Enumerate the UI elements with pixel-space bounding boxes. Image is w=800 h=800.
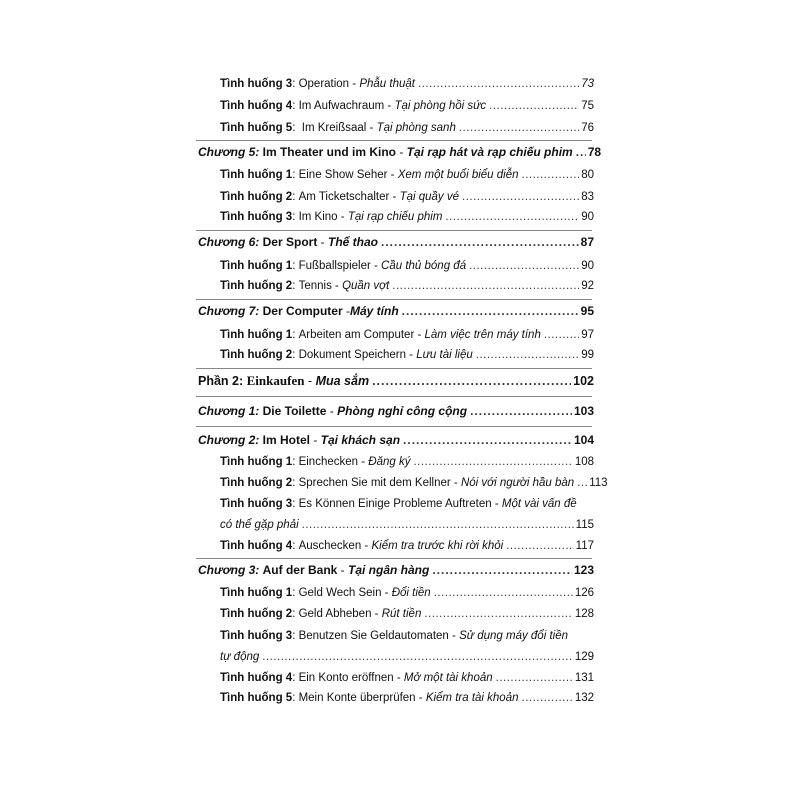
- toc-entry-situation: Tình huống 4 : Auschecken - Kiểm tra trước khi rời khỏi ..... 117: [220, 537, 594, 555]
- entry-german: Geld Wech Sein: [298, 587, 382, 599]
- entry-german: Sprechen Sie mit dem Kellner: [298, 477, 451, 489]
- entry-page-number: 78: [587, 145, 602, 159]
- toc-entry-situation: Tình huống 5 : Mein Konte überprüfen - Kiểm tra tài khoản ..... 132: [220, 689, 594, 707]
- entry-page-number: 128: [574, 608, 594, 620]
- entry-page-number: 113: [589, 477, 608, 489]
- toc-entry-chapter: Chương 5: Im Theater und im Kino - Tại rạp hát và rạp chiếu phim ..... 78: [198, 143, 594, 161]
- entry-label: Tình huống 2: [220, 349, 293, 361]
- entry-page-number: 108: [574, 456, 594, 468]
- divider: [196, 140, 592, 141]
- entry-vietnamese: Rút tiền: [381, 608, 422, 620]
- dot-leader: [496, 669, 573, 687]
- toc-entry-situation: Tình huống 2 : Sprechen Sie mit dem Kellner - Nói với người hầu bàn ..... 113: [220, 474, 594, 492]
- entry-label: Tình huống 4: [220, 540, 293, 552]
- entry-german: Der Sport: [262, 235, 318, 249]
- entry-page-number: 99: [581, 349, 594, 361]
- entry-vietnamese: Nói với người hầu bàn: [460, 477, 575, 489]
- entry-german: Einchecken: [298, 456, 359, 468]
- entry-label: Tình huống 1: [220, 169, 293, 181]
- chapter-label: Chương 6:: [198, 235, 260, 249]
- entry-page-number: 97: [581, 329, 594, 341]
- entry-vietnamese: Tại rạp chiếu phim: [347, 211, 443, 223]
- dot-leader: [432, 561, 572, 579]
- entry-vietnamese: Kiểm tra trước khi rời khỏi: [371, 540, 504, 552]
- toc-entry-situation: Tình huống 2 : Dokument Speichern - Lưu tài liệu ..... 99: [220, 346, 594, 364]
- dot-leader: [577, 474, 587, 492]
- dot-leader: [302, 516, 574, 534]
- dot-leader: [372, 372, 571, 390]
- entry-vietnamese: Mua sắm: [315, 374, 370, 388]
- entry-vietnamese: Xem một buổi biểu diễn: [397, 169, 519, 181]
- toc-entry-situation: Tình huống 4 : Ein Konto eröffnen - Mở một tài khoản ..... 131: [220, 669, 594, 687]
- entry-label: Tình huống 1: [220, 456, 293, 468]
- toc-entry-situation: Tình huống 3 : Benutzen Sie Geldautomaten - Sử dụng máy đổi tiền: [220, 627, 594, 645]
- entry-vietnamese: Sử dụng máy đổi tiền: [459, 630, 568, 642]
- entry-german: Geld Abheben: [298, 608, 372, 620]
- entry-page-number: 102: [573, 374, 594, 388]
- entry-german: Im Aufwachraum: [298, 100, 385, 112]
- toc-entry-chapter: Chương 1: Die Toilette - Phòng nghỉ công cộng ..... 103: [198, 402, 594, 420]
- entry-german: Es Können Einige Probleme Auftreten: [298, 498, 492, 510]
- entry-german: Ein Konto eröffnen: [298, 672, 394, 684]
- dot-leader: [470, 402, 572, 420]
- dot-leader: [392, 277, 579, 295]
- entry-german: Im Kreißsaal: [301, 122, 367, 134]
- entry-page-number: 104: [573, 433, 594, 447]
- toc-entry-chapter: Chương 7: Der Computer - Máy tính ..... 95: [198, 302, 594, 320]
- entry-page-number: 126: [574, 587, 594, 599]
- entry-vietnamese: Mở một tài khoản: [403, 672, 493, 684]
- entry-vietnamese: Máy tính: [350, 304, 399, 318]
- dot-leader: [445, 208, 579, 226]
- entry-label: Tình huống 3: [220, 78, 293, 90]
- chapter-label: Chương 5:: [198, 145, 260, 159]
- entry-vietnamese: Thể thao: [328, 235, 378, 249]
- chapter-label: Chương 3:: [198, 563, 260, 577]
- dot-leader: [489, 97, 579, 115]
- entry-label: Tình huống 5: [220, 692, 293, 704]
- entry-german: Auf der Bank: [262, 563, 338, 577]
- entry-page-number: 115: [575, 519, 594, 531]
- toc-entry-situation: Tình huống 1 : Arbeiten am Computer - Làm việc trên máy tính ..... 97: [220, 326, 594, 344]
- toc-entry-chapter: Chương 2: Im Hotel - Tại khách sạn ..... 104: [198, 431, 594, 449]
- dot-leader: [413, 453, 572, 471]
- entry-label: Tình huống 5: [220, 122, 293, 134]
- entry-vietnamese: Đăng ký: [368, 456, 411, 468]
- entry-vietnamese: Tại phòng sanh: [376, 122, 456, 134]
- entry-vietnamese: tự động: [220, 651, 260, 663]
- entry-vietnamese: Kiểm tra tài khoản: [425, 692, 519, 704]
- divider: [196, 558, 592, 559]
- entry-german: Fußballspieler: [298, 260, 371, 272]
- entry-german: Der Computer: [262, 304, 343, 318]
- entry-german: Einkaufen: [246, 373, 305, 388]
- entry-page-number: 95: [580, 304, 594, 318]
- dot-leader: [522, 166, 580, 184]
- entry-label: Tình huống 3: [220, 498, 293, 510]
- toc-entry-situation: Tình huống 3 : Im Kino - Tại rạp chiếu phim ..... 90: [220, 208, 594, 226]
- entry-page-number: 117: [575, 540, 594, 552]
- dot-leader: [459, 119, 579, 137]
- entry-page-number: 75: [581, 100, 594, 112]
- chapter-label: Chương 1:: [198, 404, 260, 418]
- dot-leader: [418, 75, 579, 93]
- entry-label: Tình huống 4: [220, 672, 293, 684]
- entry-vietnamese: Lưu tài liệu: [416, 349, 473, 361]
- entry-page-number: 73: [581, 78, 594, 90]
- entry-page-number: 92: [581, 280, 594, 292]
- divider: [196, 426, 592, 427]
- toc-entry-situation: Tình huống 1 : Einchecken - Đăng ký ..... 108: [220, 453, 594, 471]
- toc-entry-situation: Tình huống 2 : Tennis - Quần vợt ..... 92: [220, 277, 594, 295]
- toc-entry-continuation: [220, 648, 594, 666]
- entry-label: Tình huống 2: [220, 191, 293, 203]
- divider: [196, 230, 592, 231]
- toc-entry-situation: Tình huống 1 : Fußballspieler - Cầu thủ bóng đá ..... 90: [220, 257, 594, 275]
- entry-german: Operation: [298, 78, 350, 90]
- dot-leader: [424, 605, 572, 623]
- entry-page-number: 90: [581, 260, 594, 272]
- chapter-label: Chương 7:: [198, 304, 260, 318]
- entry-label: Tình huống 1: [220, 329, 293, 341]
- entry-page-number: 129: [574, 651, 594, 663]
- entry-label: Tình huống 2: [220, 280, 293, 292]
- entry-german: Am Ticketschalter: [298, 191, 390, 203]
- entry-german: Im Hotel: [262, 433, 310, 447]
- toc-entry-situation: Tình huống 1 : Geld Wech Sein - Đổi tiền ..... 126: [220, 584, 594, 602]
- dot-leader: [381, 233, 579, 251]
- entry-page-number: 87: [580, 235, 594, 249]
- entry-page-number: 123: [573, 563, 594, 577]
- entry-german: Auschecken: [298, 540, 362, 552]
- entry-page-number: 76: [581, 122, 594, 134]
- divider: [196, 368, 592, 369]
- entry-page-number: 83: [581, 191, 594, 203]
- entry-label: Tình huống 4: [220, 100, 293, 112]
- dot-leader: [476, 346, 579, 364]
- dot-leader: [262, 648, 573, 666]
- entry-label: Tình huống 3: [220, 211, 293, 223]
- entry-vietnamese: Đổi tiền: [391, 587, 431, 599]
- entry-german: Im Kino: [298, 211, 338, 223]
- entry-vietnamese: Quần vợt: [342, 280, 390, 292]
- part-label: Phần 2:: [198, 374, 244, 388]
- entry-page-number: 131: [574, 672, 594, 684]
- entry-vietnamese: Tại rạp hát và rạp chiếu phim: [406, 145, 573, 159]
- dot-leader: [544, 326, 579, 344]
- dot-leader: [402, 302, 579, 320]
- entry-vietnamese: Tại ngân hàng: [348, 563, 430, 577]
- dot-leader: [522, 689, 573, 707]
- toc-entry-chapter: Chương 3: Auf der Bank - Tại ngân hàng ..... 123: [198, 561, 594, 579]
- toc-entry-part: Phần 2: Einkaufen - Mua sắm ..... 102: [198, 372, 594, 390]
- divider: [196, 299, 592, 300]
- entry-german: Benutzen Sie Geldautomaten: [298, 630, 449, 642]
- entry-german: Eine Show Seher: [298, 169, 388, 181]
- entry-page-number: 132: [574, 692, 594, 704]
- entry-label: Tình huống 1: [220, 587, 293, 599]
- dot-leader: [469, 257, 579, 275]
- toc-entry-situation: Tình huống 5 : Im Kreißsaal - Tại phòng sanh ..... 76: [220, 119, 594, 137]
- entry-vietnamese: Phẫu thuật: [359, 78, 415, 90]
- entry-vietnamese: Cầu thủ bóng đá: [381, 260, 467, 272]
- toc-entry-chapter: Chương 6: Der Sport - Thể thao ..... 87: [198, 233, 594, 251]
- entry-page-number: 90: [581, 211, 594, 223]
- entry-label: Tình huống 2: [220, 477, 293, 489]
- entry-german: Die Toilette: [262, 404, 327, 418]
- entry-vietnamese: Tại quầy vé: [399, 191, 460, 203]
- entry-vietnamese: có thể gặp phải: [220, 519, 299, 531]
- dot-leader: [576, 143, 586, 161]
- toc-entry-situation: Tình huống 2 : Geld Abheben - Rút tiền ..... 128: [220, 605, 594, 623]
- toc-entry-continuation: [220, 516, 594, 534]
- entry-german: Mein Konte überprüfen: [298, 692, 416, 704]
- entry-german: Dokument Speichern: [298, 349, 406, 361]
- entry-page-number: 103: [573, 404, 594, 418]
- toc-entry-situation: Tình huống 3 : Operation - Phẫu thuật ..... 73: [220, 75, 594, 93]
- entry-vietnamese: Tại khách sạn: [320, 433, 401, 447]
- entry-german: Arbeiten am Computer: [298, 329, 415, 341]
- toc-entry-situation: Tình huống 4 : Im Aufwachraum - Tại phòng hồi sức ..... 75: [220, 97, 594, 115]
- divider: [196, 396, 592, 397]
- entry-vietnamese: Một vài vấn đề: [501, 498, 577, 510]
- entry-vietnamese: Phòng nghỉ công cộng: [337, 404, 468, 418]
- chapter-label: Chương 2:: [198, 433, 260, 447]
- dot-leader: [403, 431, 572, 449]
- dot-leader: [434, 584, 573, 602]
- entry-label: Tình huống 1: [220, 260, 293, 272]
- entry-label: Tình huống 2: [220, 608, 293, 620]
- entry-vietnamese: Làm việc trên máy tính: [424, 329, 541, 341]
- dot-leader: [506, 537, 573, 555]
- toc-entry-situation: Tình huống 1 : Eine Show Seher - Xem một buổi biểu diễn ..... 80: [220, 166, 594, 184]
- entry-label: Tình huống 3: [220, 630, 293, 642]
- toc-entry-situation: Tình huống 3 : Es Können Einige Probleme Auftreten - Một vài vấn đề: [220, 495, 594, 513]
- toc-entry-situation: Tình huống 2 : Am Ticketschalter - Tại quầy vé ..... 83: [220, 188, 594, 206]
- entry-german: Im Theater und im Kino: [262, 145, 396, 159]
- entry-german: Tennis: [298, 280, 332, 292]
- entry-vietnamese: Tại phòng hồi sức: [394, 100, 487, 112]
- entry-page-number: 80: [581, 169, 594, 181]
- dot-leader: [462, 188, 579, 206]
